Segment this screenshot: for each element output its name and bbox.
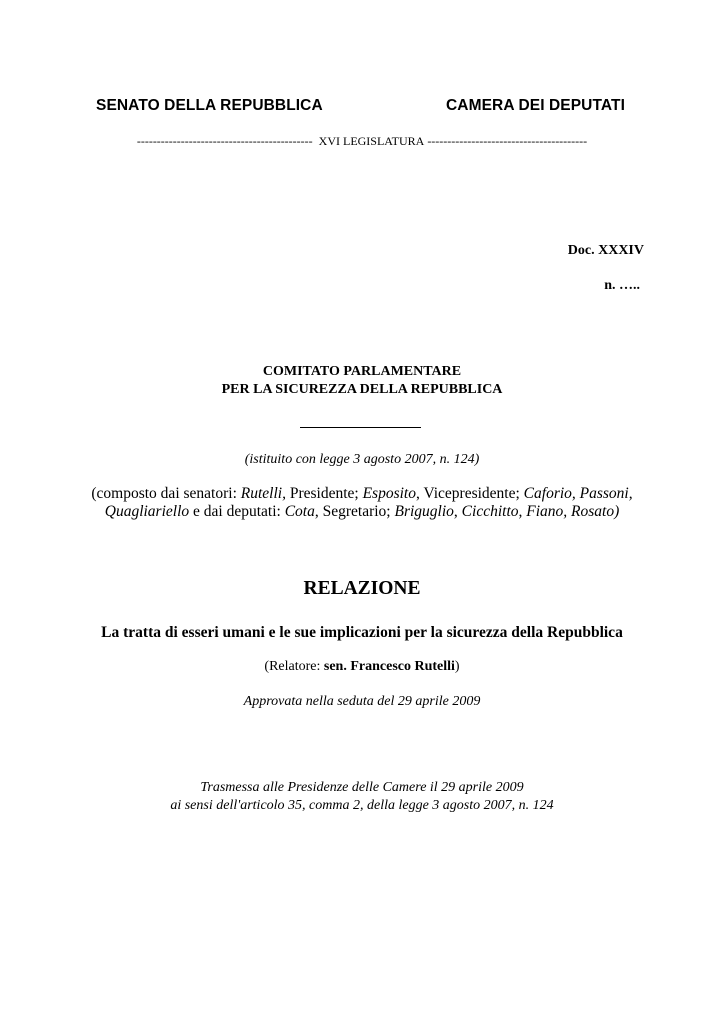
doc-number-label: Doc. XXXIV	[567, 243, 644, 258]
legislature-line	[0, 134, 724, 149]
deputies-intro: e dai deputati:	[189, 503, 285, 520]
rapporteur-line	[0, 659, 724, 675]
legislature-dashes-left: --------------------------------------------	[136, 134, 313, 148]
comma-separator: ,	[453, 503, 462, 520]
members-senators-rest: Caforio, Passoni,	[523, 485, 633, 502]
legislature-label: XVI LEGISLATURA	[318, 134, 425, 148]
composition-line-1	[0, 485, 724, 503]
committee-line-2: PER LA SICUREZZA DELLA REPUBBLICA	[221, 382, 503, 397]
legislature-dashes-right: ----------------------------------------	[427, 134, 588, 148]
composition-line-2	[0, 503, 724, 521]
composition-open: (composto dai senatori:	[91, 485, 241, 502]
role-vicepresident: , Vicepresidente;	[415, 485, 524, 502]
role-secretary: , Segretario;	[314, 503, 395, 520]
rapporteur-suffix: )	[454, 659, 460, 674]
rapporteur-prefix: (Relatore:	[264, 659, 324, 674]
member-esposito: Esposito	[362, 485, 416, 502]
transmission-note	[0, 779, 724, 815]
transmission-line-2: ai sensi dell'articolo 35, comma 2, della legge 3 agosto 2007, n. 124	[170, 798, 554, 813]
doc-n-label: n. …..	[604, 278, 640, 293]
members-deputies-rest: Cicchitto, Fiano, Rosato)	[461, 503, 620, 520]
committee-line-1: COMITATO PARLAMENTARE	[262, 364, 462, 379]
report-title: RELAZIONE	[303, 578, 421, 599]
senate-heading: SENATO DELLA REPUBBLICA	[96, 97, 323, 114]
member-rutelli: Rutelli,	[240, 485, 286, 502]
chamber-heading: CAMERA DEI DEPUTATI	[446, 97, 625, 114]
member-quagliariello: Quagliariello	[104, 503, 190, 520]
approval-date: Approvata nella seduta del 29 aprile 2009	[243, 694, 481, 709]
role-president: Presidente;	[285, 485, 363, 502]
committee-title	[0, 363, 724, 399]
member-briguglio: Briguglio	[394, 503, 454, 520]
founding-law: (istituito con legge 3 agosto 2007, n. 124)	[244, 452, 480, 467]
report-subtitle: La tratta di esseri umani e le sue implicazioni per la sicurezza della Repubblica	[101, 624, 623, 641]
member-cota: Cota	[284, 503, 315, 520]
transmission-line-1: Trasmessa alle Presidenze delle Camere il 29 aprile 2009	[200, 780, 524, 795]
committee-composition	[0, 485, 724, 521]
rapporteur-name: sen. Francesco Rutelli	[323, 659, 455, 674]
separator-rule	[300, 427, 421, 428]
